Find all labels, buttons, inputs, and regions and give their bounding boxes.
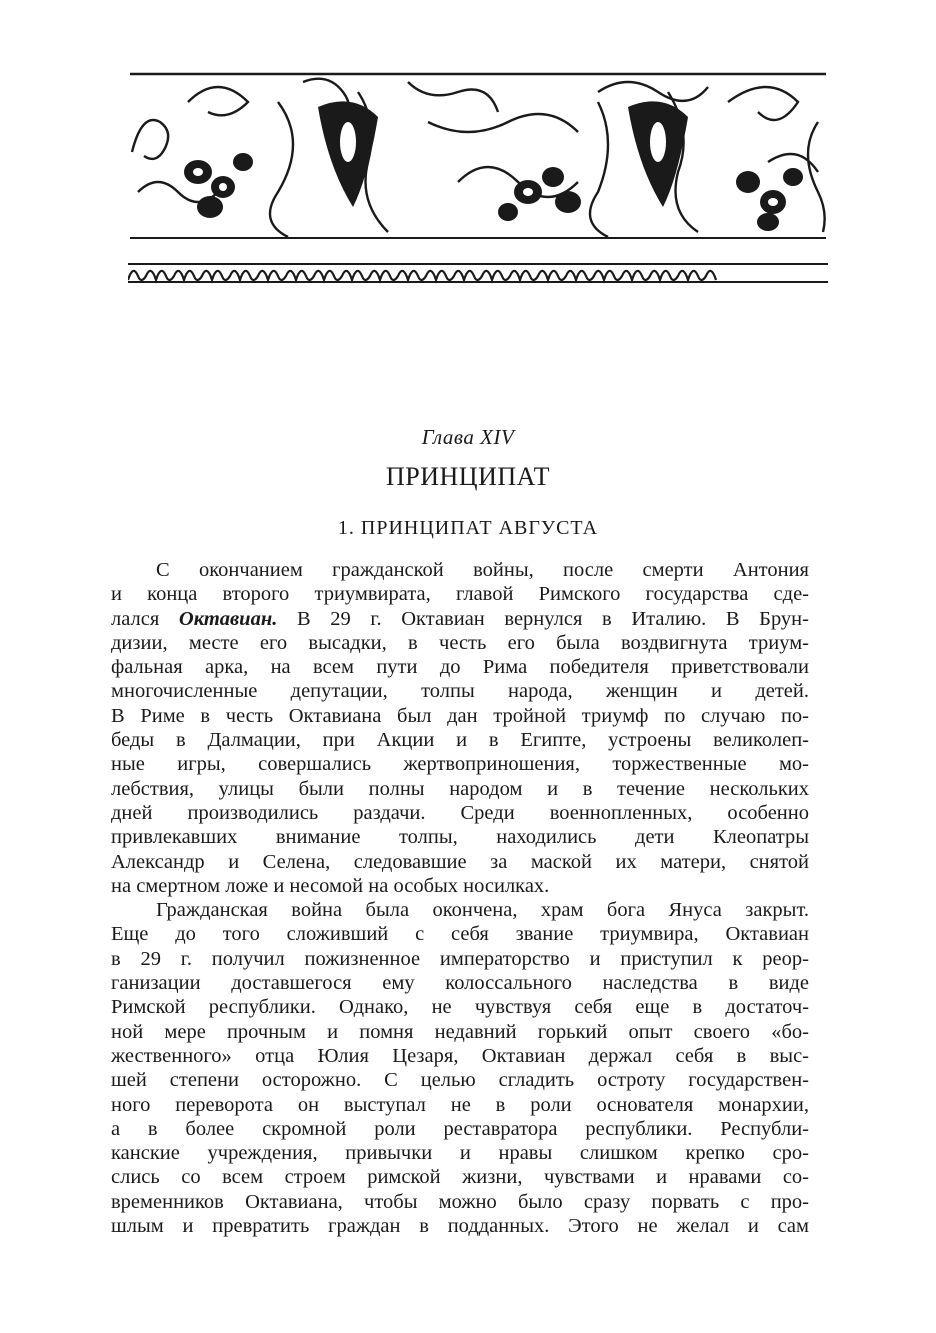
- text-line: В Риме в честь Октавиана был дан тройной триумф по случаю по-: [111, 704, 809, 727]
- text-fragment: лался: [111, 607, 179, 630]
- text-line: Еще до того сложивший с себя звание триумвира, Октавиан: [111, 923, 809, 946]
- section-title: 1. ПРИНЦИПАТ АВГУСТА: [337, 517, 599, 539]
- text-line: Александр и Селена, следовавшие за маской их матери, снятой: [111, 850, 809, 873]
- text-line: дней производились раздачи. Среди военнопленных, особенно: [111, 801, 809, 824]
- chapter-title: ПРИНЦИПАТ: [386, 462, 550, 491]
- text-line: Римской республики. Однако, не чувствуя себя еще в достаточ-: [111, 996, 809, 1019]
- text-line: ганизации доставшегося ему колоссального наследства в виде: [111, 972, 809, 995]
- text-line: [111, 607, 809, 631]
- text-line: шлым и превратить граждан в подданных. Этого не желал и сам: [111, 1215, 809, 1238]
- text-line: ные игры, совершались жертвоприношения, торжественные мо-: [111, 753, 809, 776]
- text-line: беды в Далмации, при Акции и в Египте, устроены великолеп-: [111, 729, 809, 752]
- text-line: дизии, месте его высадки, в честь его была воздвигнута триум-: [111, 631, 809, 654]
- text-line: в 29 г. получил пожизненное императорство и приступил к реор-: [111, 947, 809, 970]
- emphasized-name: Октавиан.: [178, 607, 278, 630]
- meander-border-ornament: [128, 262, 828, 284]
- text-line: слись со всем строем римской жизни, чувствами и нравами со-: [111, 1166, 809, 1189]
- decorative-frieze-illustration: [128, 62, 828, 242]
- text-line: многочисленные депутации, толпы народа, женщин и детей.: [111, 680, 809, 703]
- text-fragment: В 29 г. Октавиан вернулся в Италию. В Брун-: [277, 607, 809, 630]
- text-line: ного переворота он выступал не в роли основателя монархии,: [111, 1093, 809, 1116]
- body-text: [111, 558, 809, 1238]
- text-line: фальная арка, на всем пути до Рима победителя приветствовали: [111, 656, 809, 679]
- text-line: шей степени осторожно. С целью сгладить остроту государствен-: [111, 1069, 809, 1092]
- text-line: ной мере прочным и помня недавний горький опыт своего «бо-: [111, 1020, 809, 1043]
- text-line: на смертном ложе и несомой на особых носилках.: [111, 874, 550, 897]
- text-line: временников Октавиана, чтобы можно было сразу порвать с про-: [111, 1190, 809, 1213]
- text-line: привлекавших внимание толпы, находились дети Клеопатры: [111, 826, 809, 849]
- text-line: жественного» отца Юлия Цезаря, Октавиан держал себя в выс-: [111, 1044, 809, 1067]
- text-line: канские учреждения, привычки и нравы слишком крепко сро-: [111, 1142, 809, 1165]
- text-line: а в более скромной роли реставратора республики. Республи-: [111, 1117, 809, 1140]
- text-line: лебствия, улицы были полны народом и в течение нескольких: [111, 777, 809, 800]
- text-line: С окончанием гражданской войны, после смерти Антония: [156, 559, 809, 581]
- chapter-label: Глава XIV: [421, 425, 515, 449]
- text-line: и конца второго триумвирата, главой Римского государства сде-: [111, 583, 809, 606]
- text-line: Гражданская война была окончена, храм бога Януса закрыт.: [156, 899, 809, 922]
